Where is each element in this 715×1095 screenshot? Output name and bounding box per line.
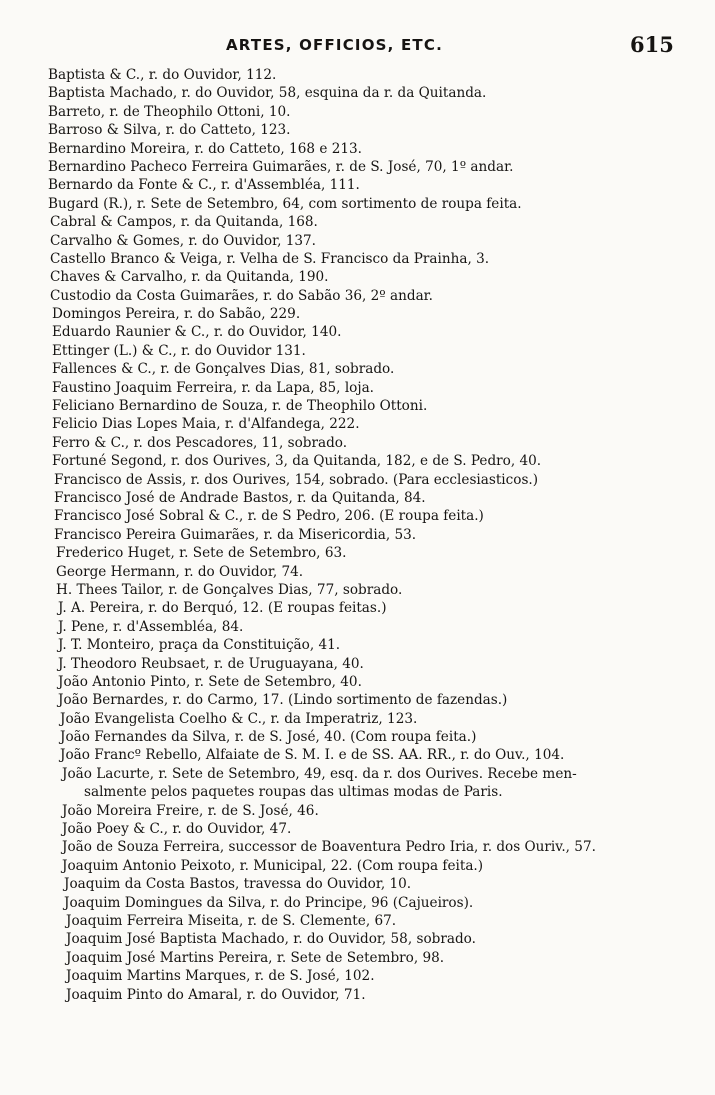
entry-line: Cabral & Campos, r. da Quitanda, 168.	[50, 214, 318, 231]
entry-line: João Poey & C., r. do Ouvidor, 47.	[62, 821, 292, 838]
entry-line: Joaquim da Costa Bastos, travessa do Ouvidor, 10.	[64, 876, 412, 893]
entry-line: Barreto, r. de Theophilo Ottoni, 10.	[48, 103, 291, 120]
entry-line: Eduardo Raunier & C., r. do Ouvidor, 140.	[52, 324, 342, 341]
entry-line: Joaquim José Martins Pereira, r. Sete de Setembro, 98.	[66, 949, 445, 966]
entry-line: João Evangelista Coelho & C., r. da Imperatriz, 123.	[60, 710, 418, 727]
entry-line: George Hermann, r. do Ouvidor, 74.	[56, 563, 304, 580]
entry-line: Baptista Machado, r. do Ouvidor, 58, esquina da r. da Quitanda.	[48, 85, 487, 102]
entry-line: Ettinger (L.) & C., r. do Ouvidor 131.	[52, 342, 306, 359]
entry-line: Chaves & Carvalho, r. da Quitanda, 190.	[50, 269, 329, 286]
entry-line: Felicio Dias Lopes Maia, r. d'Alfandega, 222.	[52, 416, 360, 433]
entry-line: Custodio da Costa Guimarães, r. do Sabão 36, 2º andar.	[50, 287, 434, 304]
entry-line: Bernardino Pacheco Ferreira Guimarães, r. de S. José, 70, 1º andar.	[48, 158, 514, 175]
entry-line: Bugard (R.), r. Sete de Setembro, 64, com sortimento de roupa feita.	[48, 195, 522, 212]
entry-list	[0, 66, 715, 1004]
entry-line: João Lacurte, r. Sete de Setembro, 49, esq. da r. dos Ourives. Recebe men-	[62, 765, 577, 782]
entry-line: João Moreira Freire, r. de S. José, 46.	[62, 802, 319, 819]
entry-line: Frederico Huget, r. Sete de Setembro, 63.	[56, 545, 347, 562]
entry-line: Joaquim Domingues da Silva, r. do Principe, 96 (Cajueiros).	[64, 894, 474, 911]
entry-line: Joaquim Ferreira Miseita, r. de S. Clemente, 67.	[66, 912, 397, 929]
entry-line: Domingos Pereira, r. do Sabão, 229.	[52, 306, 301, 323]
entry-line: Joaquim José Baptista Machado, r. do Ouvidor, 58, sobrado.	[66, 931, 476, 948]
entry-line: Joaquim Antonio Peixoto, r. Municipal, 22. (Com roupa feita.)	[62, 857, 484, 874]
entry-line: Francisco José de Andrade Bastos, r. da Quitanda, 84.	[54, 489, 426, 506]
entry-line: H. Thees Tailor, r. de Gonçalves Dias, 77, sobrado.	[56, 581, 403, 598]
entry-line: Francisco de Assis, r. dos Ourives, 154, sobrado. (Para ecclesiasticos.)	[54, 471, 539, 488]
entry-line: J. A. Pereira, r. do Berquó, 12. (E roupas feitas.)	[58, 600, 387, 617]
entry-line: Carvalho & Gomes, r. do Ouvidor, 137.	[50, 232, 316, 249]
entry-line: João Fernandes da Silva, r. de S. José, 40. (Com roupa feita.)	[60, 729, 477, 746]
entry-line: Castello Branco & Veiga, r. Velha de S. Francisco da Prainha, 3.	[50, 250, 490, 267]
entry-line: Bernardino Moreira, r. do Catteto, 168 e 213.	[48, 140, 362, 157]
entry-line: Francisco Pereira Guimarães, r. da Misericordia, 53.	[54, 526, 417, 543]
entry-line: Fortuné Segond, r. dos Ourives, 3, da Quitanda, 182, e de S. Pedro, 40.	[52, 453, 542, 470]
entry-line: Fallences & C., r. de Gonçalves Dias, 81, sobrado.	[52, 361, 395, 378]
section-title: ARTES, OFFICIOS, ETC.	[226, 36, 443, 54]
entry-line: J. T. Monteiro, praça da Constituição, 41.	[58, 637, 341, 654]
entry-line: Ferro & C., r. dos Pescadores, 11, sobrado.	[52, 434, 348, 451]
entry-line: Feliciano Bernardino de Souza, r. de Theophilo Ottoni.	[52, 398, 428, 415]
entry-line: João Bernardes, r. do Carmo, 17. (Lindo sortimento de fazendas.)	[58, 692, 508, 709]
entry-line: João Antonio Pinto, r. Sete de Setembro, 40.	[58, 673, 362, 690]
entry-line: J. Theodoro Reubsaet, r. de Uruguayana, 40.	[58, 655, 364, 672]
entry-line: J. Pene, r. d'Assembléa, 84.	[58, 618, 244, 635]
page-number: 615	[630, 32, 674, 57]
entry-line: João de Souza Ferreira, successor de Boaventura Pedro Iria, r. dos Ouriv., 57.	[62, 839, 596, 856]
entry-line: Joaquim Martins Marques, r. de S. José, 102.	[66, 968, 375, 985]
entry-line: Faustino Joaquim Ferreira, r. da Lapa, 85, loja.	[52, 379, 375, 396]
entry-line: Baptista & C., r. do Ouvidor, 112.	[48, 67, 277, 83]
page-header	[0, 30, 715, 60]
entry-line: João Francº Rebello, Alfaiate de S. M. I. e de SS. AA. RR., r. do Ouv., 104.	[60, 747, 565, 764]
entry-line: Barroso & Silva, r. do Catteto, 123.	[48, 122, 291, 139]
entry-line: Francisco José Sobral & C., r. de S Pedro, 206. (E roupa feita.)	[54, 508, 484, 525]
entry-line: Joaquim Pinto do Amaral, r. do Ouvidor, 71.	[66, 986, 366, 1003]
entry-line: Bernardo da Fonte & C., r. d'Assembléa, 111.	[48, 177, 360, 194]
entry-line: salmente pelos paquetes roupas das ultimas modas de Paris.	[84, 784, 503, 801]
